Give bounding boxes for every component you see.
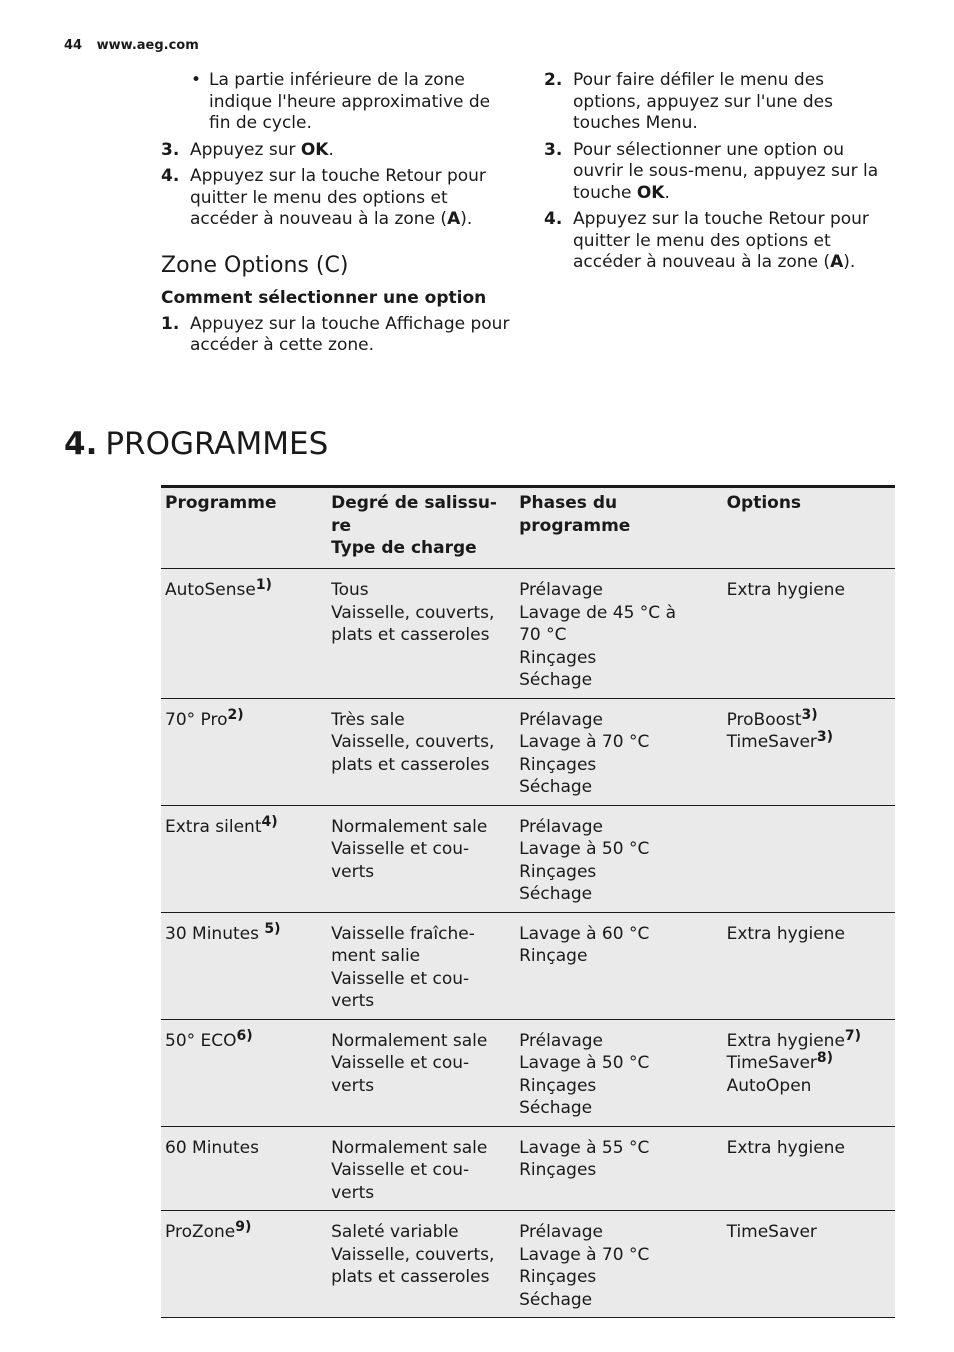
phase-line: Lavage de 45 °C à — [519, 602, 676, 623]
table-header-row — [161, 487, 895, 569]
programme-name: 60 Minutes — [165, 1137, 259, 1158]
header-phases-line: programme — [519, 515, 631, 536]
cell-options — [723, 1019, 895, 1126]
phase-line: Séchage — [519, 884, 593, 904]
degre-line: Vaisselle, couverts, — [331, 1244, 495, 1265]
step-bold: A — [830, 252, 844, 272]
footnote-ref: 3) — [801, 706, 818, 723]
header-phases — [515, 487, 722, 569]
option-name: Extra hygiene — [726, 1137, 845, 1158]
bullet-text: La partie inférieure de la zone indique l'heure approximative de fin de cycle. — [209, 70, 491, 133]
header-degre-line: Type de charge — [331, 538, 477, 558]
cell-phases — [515, 805, 722, 912]
header-phases-line: Phases du — [519, 493, 618, 513]
phase-line: Prélavage — [519, 1030, 603, 1051]
programme-name: Extra silent — [165, 816, 262, 837]
footnote-ref: 3) — [816, 729, 834, 745]
cell-phases — [515, 569, 722, 699]
phase-line: Séchage — [519, 1289, 593, 1310]
option-line — [727, 1075, 891, 1098]
phase-line: Prélavage — [519, 709, 603, 730]
cell-phases — [515, 912, 722, 1019]
option-name: ProBoost — [726, 709, 802, 730]
cell-degre — [327, 698, 515, 805]
header-options-label: Options — [726, 493, 802, 513]
option-name: AutoOpen — [726, 1075, 812, 1096]
cell-options — [723, 805, 895, 912]
bullet-item — [161, 70, 511, 135]
footnote-ref: 5) — [264, 920, 281, 937]
header-degre-line: re — [331, 515, 351, 536]
table-row — [161, 698, 895, 805]
phase-line: Rinçages — [519, 647, 597, 668]
step-text: Appuyez sur la touche Affichage pour accéder à cette zone. — [190, 313, 510, 355]
degre-line: Très sale — [331, 709, 405, 730]
option-name: TimeSaver — [726, 732, 817, 752]
phase-line: Séchage — [519, 670, 593, 690]
degre-line: plats et casseroles — [331, 754, 490, 775]
phase-line: Rinçages — [519, 754, 597, 775]
cell-programme — [161, 698, 327, 805]
step-number: 1. — [161, 313, 180, 334]
phase-line: Rinçages — [519, 1267, 597, 1287]
degre-line: Saleté variable — [331, 1222, 459, 1242]
header-degre-line: Degré de salissu- — [331, 493, 497, 513]
degre-line: Vaisselle, couverts, — [331, 732, 495, 752]
section-number: 4. — [64, 426, 98, 462]
degre-line: Normalement sale — [331, 816, 488, 837]
phase-line: Rinçages — [519, 861, 597, 882]
cell-programme — [161, 569, 327, 699]
footnote-ref: 7) — [844, 1027, 862, 1044]
zone-options-heading: Zone Options (C) — [161, 252, 349, 278]
step-number: 4. — [544, 209, 563, 229]
step-bold: OK — [636, 182, 665, 203]
step-text-end: ). — [843, 252, 856, 272]
phase-line: Prélavage — [519, 580, 603, 600]
how-to-select-heading: Comment sélectionner une option — [161, 288, 487, 308]
header-options — [723, 487, 895, 569]
website-link[interactable]: www.aeg.com — [96, 38, 199, 53]
left-column — [161, 70, 511, 362]
section-title-text: PROGRAMMES — [105, 426, 329, 462]
step-number: 3. — [544, 139, 563, 160]
cell-options — [723, 1211, 895, 1318]
footnote-ref: 8) — [816, 1050, 834, 1066]
cell-programme — [161, 1126, 327, 1211]
section-title — [64, 424, 328, 464]
cell-degre — [327, 1019, 515, 1126]
step-bold: OK — [300, 139, 329, 160]
phase-line: Rinçages — [519, 1075, 597, 1096]
step-item — [161, 166, 511, 231]
cell-phases — [515, 1211, 722, 1318]
option-name: TimeSaver — [726, 1053, 817, 1073]
phase-line: 70 °C — [519, 625, 567, 645]
cell-degre — [327, 912, 515, 1019]
phase-line: Lavage à 70 °C — [519, 732, 650, 752]
cell-phases — [515, 1126, 722, 1211]
table-row — [161, 1211, 895, 1318]
step-bold: A — [447, 209, 461, 229]
cell-options — [723, 912, 895, 1019]
option-name: Extra hygiene — [726, 923, 845, 944]
degre-line: verts — [331, 991, 375, 1011]
phase-line: Lavage à 55 °C — [519, 1137, 650, 1158]
bullet-icon: • — [191, 70, 202, 90]
footnote-ref: 9) — [235, 1219, 252, 1235]
step-item — [544, 140, 894, 205]
option-line — [727, 1052, 891, 1075]
option-line — [726, 1027, 891, 1053]
cell-degre — [327, 1126, 515, 1211]
cell-programme — [161, 805, 327, 912]
phase-line: Prélavage — [519, 816, 603, 837]
step-text: Appuyez sur la touche Retour pour quitter le menu des options et accéder à nouveau à la zone ( — [190, 166, 486, 229]
option-name: Extra hygiene — [726, 1030, 845, 1051]
footnote-ref: 4) — [261, 813, 278, 830]
programme-name: AutoSense — [165, 580, 256, 600]
degre-line: plats et casseroles — [331, 625, 490, 645]
step-text-end: . — [664, 182, 670, 203]
cell-programme — [161, 1211, 327, 1318]
programme-name: 70° Pro — [165, 709, 228, 730]
phase-line: Séchage — [519, 1098, 593, 1118]
option-line — [727, 1221, 891, 1244]
degre-line: Vaisselle et cou- — [331, 839, 470, 859]
cell-phases — [515, 1019, 722, 1126]
phase-line: Prélavage — [519, 1222, 603, 1242]
step-item — [161, 140, 511, 162]
degre-line: verts — [331, 861, 375, 882]
phase-line: Lavage à 50 °C — [519, 839, 650, 859]
degre-line: ment salie — [331, 946, 421, 966]
option-line — [726, 706, 891, 732]
degre-line: Vaisselle et cou- — [331, 1053, 470, 1073]
cell-options — [723, 698, 895, 805]
footnote-ref: 6) — [236, 1027, 253, 1044]
degre-line: verts — [331, 1075, 375, 1096]
cell-options — [723, 569, 895, 699]
step-text-end: . — [328, 139, 334, 160]
phase-line: Séchage — [519, 777, 593, 797]
option-line — [727, 579, 891, 602]
cell-options — [723, 1126, 895, 1211]
table-body — [161, 569, 895, 1318]
degre-line: Normalement sale — [331, 1030, 488, 1051]
degre-line: Vaisselle, couverts, — [331, 602, 495, 623]
step-text-end: ). — [460, 209, 473, 229]
cell-programme — [161, 912, 327, 1019]
cell-degre — [327, 805, 515, 912]
degre-line: Vaisselle fraîche- — [331, 923, 475, 944]
programme-name: 30 Minutes — [165, 923, 265, 944]
programme-name: ProZone — [165, 1222, 236, 1242]
degre-line: Normalement sale — [331, 1137, 488, 1158]
option-name: TimeSaver — [726, 1222, 817, 1242]
degre-line: Vaisselle et cou- — [331, 1160, 470, 1180]
phase-line: Rinçages — [519, 1160, 597, 1180]
option-name: Extra hygiene — [726, 580, 845, 600]
programme-name: 50° ECO — [165, 1030, 237, 1051]
option-line — [727, 731, 891, 754]
footnote-ref: 2) — [227, 706, 244, 723]
phase-line: Rinçage — [519, 946, 588, 966]
step-text: Pour sélectionner une option ou ouvrir le sous-menu, appuyez sur la touche — [573, 139, 879, 203]
step-item — [544, 70, 894, 135]
degre-line: verts — [331, 1182, 375, 1203]
step-text: Appuyez sur la touche Retour pour quitter le menu des options et accéder à nouveau à la zone ( — [573, 209, 869, 272]
option-line — [727, 923, 891, 946]
option-line — [727, 1137, 891, 1160]
header-degre — [327, 487, 515, 569]
header-programme-label: Programme — [165, 493, 277, 513]
cell-phases — [515, 698, 722, 805]
cell-degre — [327, 1211, 515, 1318]
page-header — [64, 38, 199, 53]
phase-line: Lavage à 50 °C — [519, 1053, 650, 1073]
step-item — [544, 209, 894, 274]
table-row — [161, 569, 895, 699]
page-number: 44 — [64, 38, 83, 53]
table-row — [161, 912, 895, 1019]
table-row — [161, 1126, 895, 1211]
cell-programme — [161, 1019, 327, 1126]
step-number: 3. — [161, 139, 180, 160]
step-text: Appuyez sur — [190, 139, 301, 160]
footnote-ref: 1) — [255, 577, 272, 593]
step-number: 2. — [544, 70, 563, 90]
phase-line: Lavage à 60 °C — [519, 923, 650, 944]
degre-line: Tous — [331, 580, 369, 600]
step-text: Pour faire défiler le menu des options, appuyez sur l'une des touches Menu. — [573, 70, 833, 133]
programmes-table — [161, 485, 895, 1318]
cell-degre — [327, 569, 515, 699]
degre-line: plats et casseroles — [331, 1267, 490, 1287]
table-row — [161, 1019, 895, 1126]
step-number: 4. — [161, 166, 180, 186]
table-row — [161, 805, 895, 912]
phase-line: Lavage à 70 °C — [519, 1244, 650, 1265]
right-column — [544, 70, 894, 279]
step-item — [161, 314, 511, 357]
degre-line: Vaisselle et cou- — [331, 968, 470, 989]
header-programme — [161, 487, 327, 569]
